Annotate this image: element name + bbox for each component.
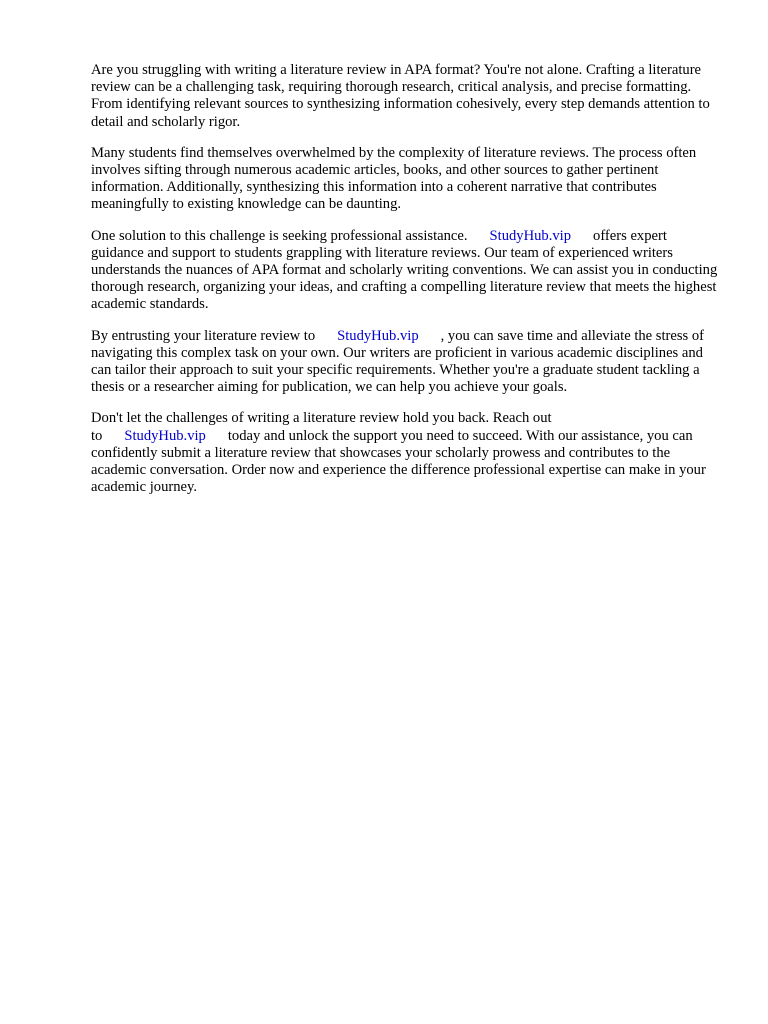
document-page (91, 62, 721, 510)
studyhub-link[interactable]: StudyHub.vip (489, 227, 572, 244)
paragraph-cta-after: today and unlock the support you need to succeed. With our assistance, you can confidently submit a literature review that showcases your scholarly prowess and contributes to the academic conversation. Order now and experience the difference professional expertise can make in your academic journey. (91, 427, 706, 496)
paragraph-solution (91, 228, 721, 314)
studyhub-link[interactable]: StudyHub.vip (337, 327, 419, 344)
studyhub-link[interactable]: StudyHub.vip (124, 427, 206, 444)
paragraph-challenges: Many students find themselves overwhelmed by the complexity of literature reviews. The process often involves sifting through numerous academic articles, books, and other sources to gather pertinent information. Additionally, synthesizing this information into a coherent narrative that contributes meaningfully to existing knowledge can be daunting. (91, 144, 697, 213)
paragraph-call-to-action (91, 410, 721, 496)
paragraph-entrusting-after: , you can save time and alleviate the stress of navigating this complex task on your own. Our writers are proficient in various academic disciplines and can tailor their approach to suit your specific requirements. Whether you're a graduate student tackling a thesis or a researcher aiming for publication, we can help you achieve your goals. (91, 327, 705, 396)
paragraph-cta-before: Don't let the challenges of writing a literature review hold you back. Reach out to (91, 410, 552, 444)
paragraph-entrusting (91, 328, 721, 397)
paragraph-intro: Are you struggling with writing a literature review in APA format? You're not alone. Crafting a literature review can be a challenging task, requiring thorough research, critical analysis, and precise formatting. From identifying relevant sources to synthesizing information cohesively, every step demands attention to detail and scholarly rigor. (91, 62, 710, 130)
paragraph-entrusting-before: By entrusting your literature review to (91, 327, 316, 344)
paragraph-solution-after: offers expert guidance and support to students grappling with literature reviews. Our team of experienced writers understands the nuances of APA format and scholarly writing conventions. We can assist you in conducting thorough research, organizing your ideas, and crafting a compelling literature review that meets the highest academic standards. (91, 227, 718, 313)
paragraph-solution-before: One solution to this challenge is seeking professional assistance. (91, 227, 468, 244)
